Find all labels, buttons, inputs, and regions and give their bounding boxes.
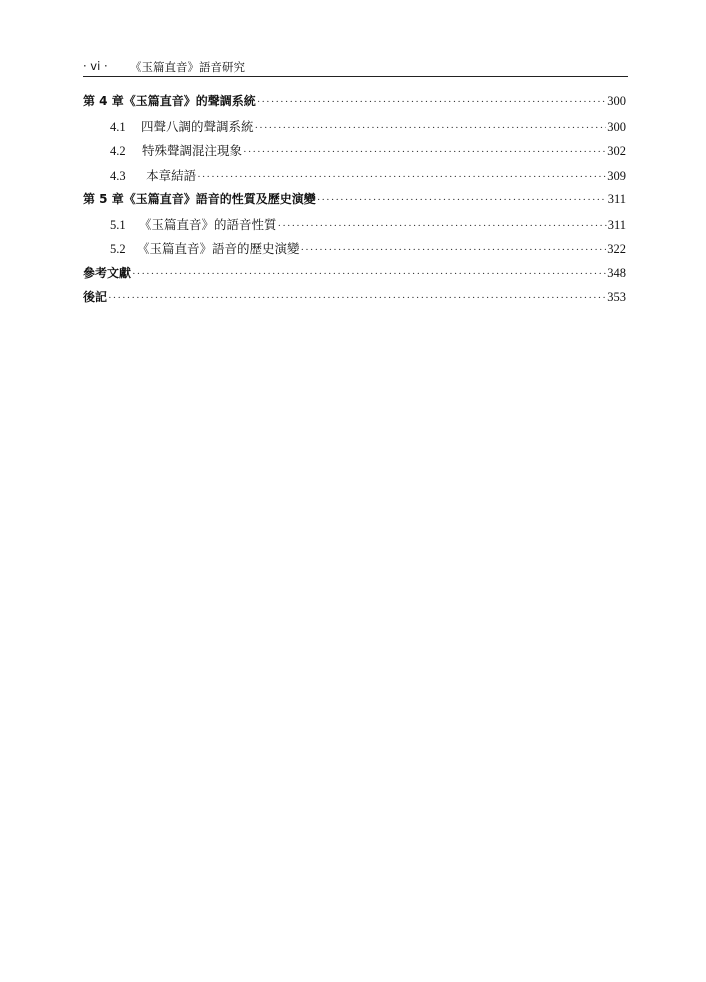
toc-entry-page: 300: [607, 119, 626, 134]
toc-entry-number: 第 4 章: [83, 94, 124, 108]
toc-entry-number: 5.2: [110, 242, 126, 256]
dot-leader: [197, 171, 606, 183]
toc-entry-page: 322: [607, 242, 626, 256]
toc-entry-title: 《玉篇直音》的聲調系統: [123, 94, 256, 108]
toc-entry-title: 《玉篇直音》語音的性質及歷史演變: [123, 192, 316, 206]
toc-entry-chapter-4: [83, 92, 626, 117]
toc-entry-page: 300: [607, 94, 626, 108]
toc-entry-title: 四聲八調的聲調系統: [141, 118, 254, 134]
toc-entry-section-5-1: [83, 215, 626, 240]
toc-entry-page: 311: [607, 217, 626, 232]
header-rule: [83, 76, 628, 77]
toc-entry-number: 4.3: [110, 168, 126, 183]
table-of-contents: [83, 92, 626, 313]
toc-entry-title: 本章結語: [146, 167, 197, 183]
toc-entry-section-4-2: [83, 141, 626, 166]
dot-leader: [132, 268, 606, 280]
toc-entry-title: 《玉篇直音》語音的歷史演變: [136, 241, 300, 256]
page-number-marker: · vi ·: [83, 59, 108, 73]
toc-entry-title: 參考文獻: [83, 265, 132, 280]
toc-entry-section-4-3: [83, 166, 626, 191]
toc-entry-page: 311: [607, 192, 626, 206]
dot-leader: [243, 146, 606, 158]
toc-entry-title: 特殊聲調混注現象: [142, 143, 243, 158]
running-header: [83, 57, 628, 77]
dot-leader: [317, 194, 607, 206]
dot-leader: [108, 292, 606, 304]
running-header-book-title: 《玉篇直音》語音研究: [130, 60, 245, 74]
toc-entry-number: 4.2: [110, 144, 126, 158]
toc-entry-number: 4.1: [110, 119, 126, 134]
dot-leader: [300, 244, 606, 256]
toc-entry-section-4-1: [83, 117, 626, 142]
dot-leader: [257, 96, 607, 108]
toc-entry-number: 第 5 章: [83, 192, 124, 206]
dot-leader: [255, 122, 607, 134]
toc-entry-page: 309: [607, 168, 626, 183]
toc-entry-page: 353: [607, 290, 626, 304]
dot-leader: [278, 220, 607, 232]
toc-entry-references: [83, 264, 626, 289]
toc-entry-section-5-2: [83, 239, 626, 264]
toc-entry-page: 302: [607, 144, 626, 158]
toc-entry-title: 《玉篇直音》的語音性質: [139, 216, 277, 232]
toc-entry-title: 後記: [83, 290, 108, 304]
toc-entry-number: 5.1: [110, 217, 126, 232]
toc-entry-page: 348: [607, 265, 626, 280]
toc-entry-chapter-5: [83, 190, 626, 215]
toc-entry-afterword: [83, 288, 626, 313]
